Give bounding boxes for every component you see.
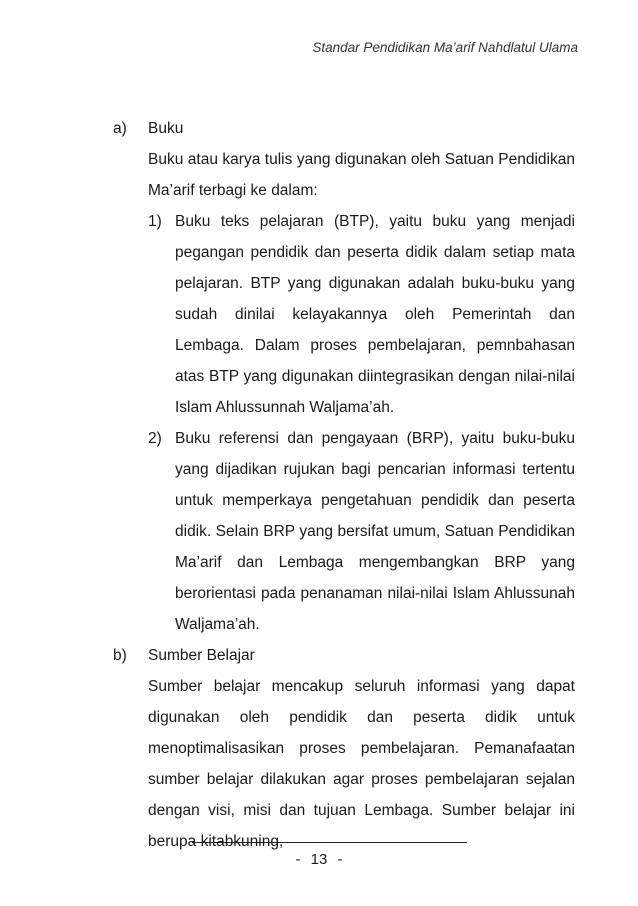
list-item-text: Buku referensi dan pengayaan (BRP), yaitu buku-buku yang dijadikan rujukan bagi pencarian informasi tertentu untuk memperkaya pengetahuan pendidik dan peserta didik. Selain BRP yang bersifat umum, Satuan Pendidikan Ma’arif dan Lembaga mengembangkan BRP yang berorientasi pada penanaman nilai-nilai Islam Ahlussunah Waljama’ah. [175,430,575,633]
section-marker: a) [113,120,127,137]
page-number: - 13 - [295,851,343,868]
section-body [148,144,575,640]
section-title: Buku [148,120,184,137]
list-item-marker: 2) [148,430,162,447]
list-item-marker: 1) [148,213,162,230]
section-title: Sumber Belajar [148,647,255,664]
section-body [148,671,575,857]
section-heading [113,640,575,671]
section-intro: Sumber belajar mencakup seluruh informasi yang dapat digunakan oleh pendidik dan peserta didik untuk menoptimalisasikan proses pembelajaran. Pemanafaatan sumber belajar dilakukan agar proses pembelajaran sejalan dengan visi, misi dan tujuan Lembaga. Sumber belajar ini berupa kitabkuning, [148,678,575,850]
list-item-text: Buku teks pelajaran (BTP), yaitu buku yang menjadi pegangan pendidik dan peserta didik dalam setiap mata pelajaran. BTP yang digunakan adalah buku-buku yang sudah dinilai kelayakannya oleh Pemerintah dan Lembaga. Dalam proses pembelajaran, pemnbahasan atas BTP yang digunakan diintegrasikan dengan nilai-nilai Islam Ahlussunnah Waljama’ah. [175,213,575,416]
list-item-brp [148,423,575,640]
list-item-btp [148,206,575,423]
page-content [113,113,575,857]
running-header: Standar Pendidikan Ma’arif Nahdlatul Ulama [312,40,578,55]
section-sumber-belajar [113,640,575,857]
section-marker: b) [113,647,127,664]
footer-rule [192,842,467,843]
section-buku [113,113,575,640]
section-intro: Buku atau karya tulis yang digunakan oleh Satuan Pendidikan Ma’arif terbagi ke dalam: [148,151,575,199]
section-heading [113,113,575,144]
